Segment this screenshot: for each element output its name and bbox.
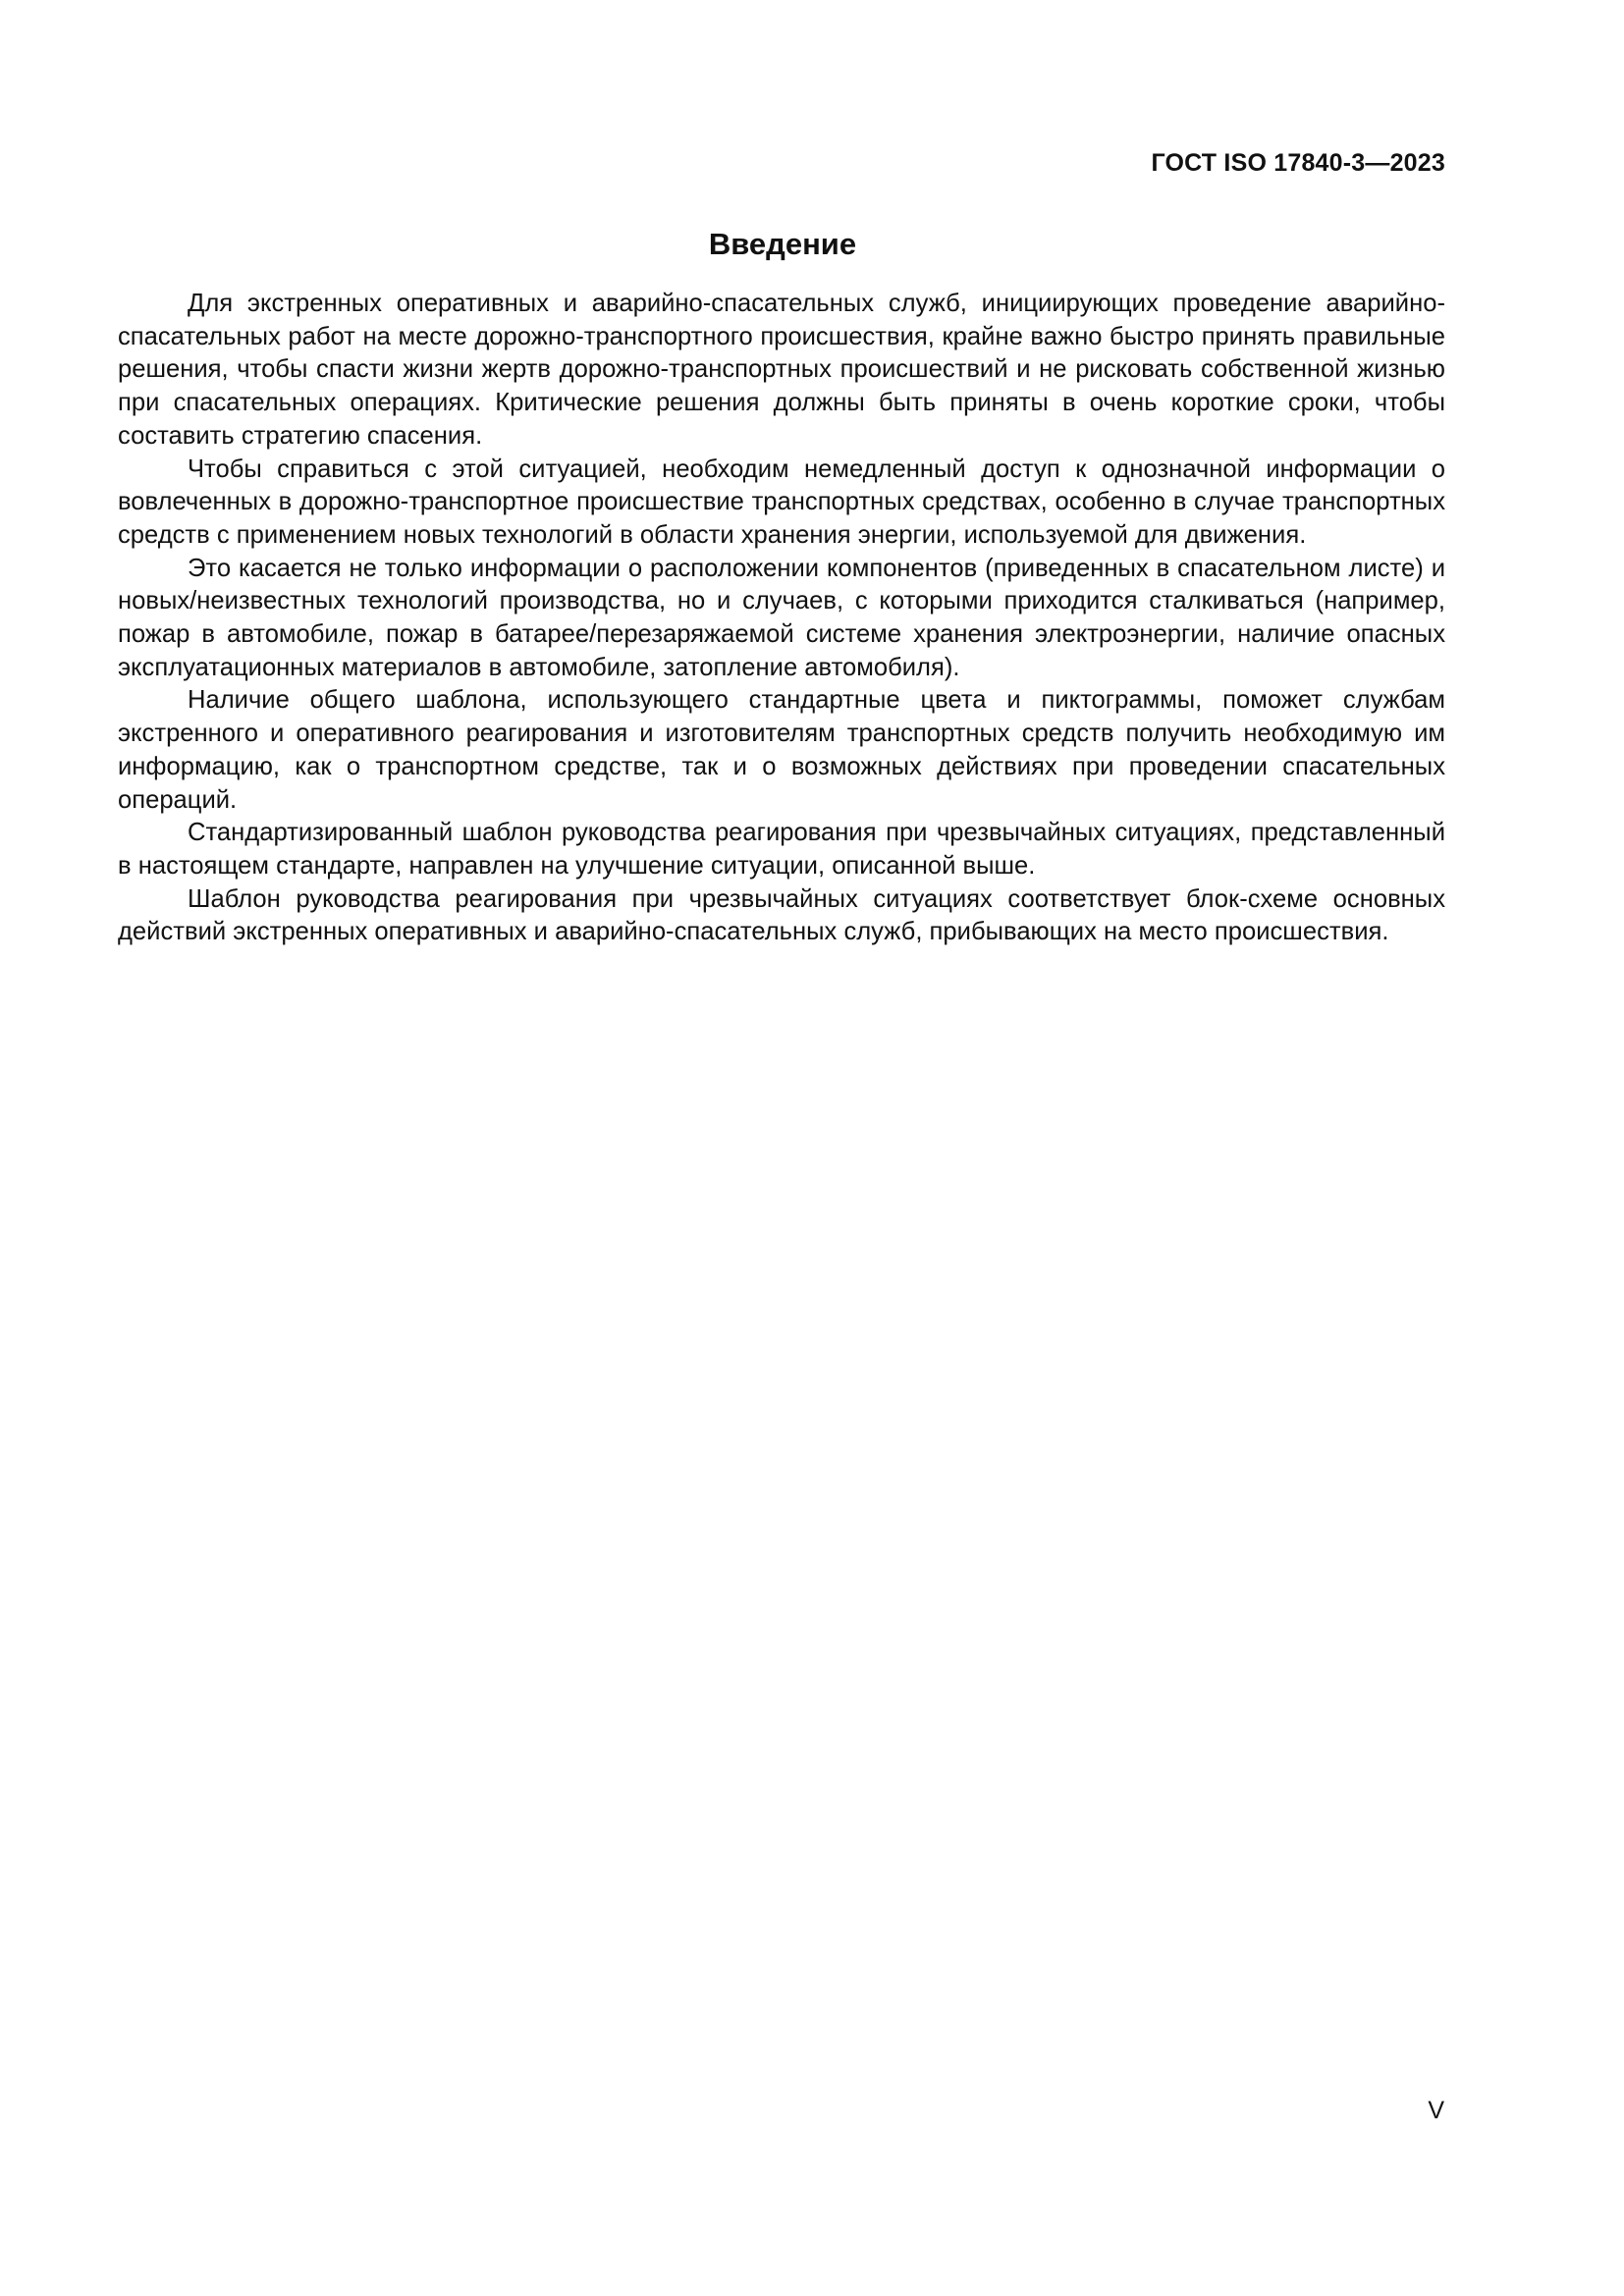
document-code: ГОСТ ISO 17840-3—2023 xyxy=(1151,149,1445,177)
paragraph: Это касается не только информации о расположении компонентов (приведенных в спасательном листе) и новых/неизвестных технологий производства, но и случаев, с которыми приходится сталкиваться (например, пожар в автомобиле, пожар в батарее/перезаряжаемой системе хранения электроэнергии, наличие опасных эксплуатационных материалов в автомобиле, затопление автомобиля). xyxy=(118,554,1445,681)
section-title: Введение xyxy=(708,227,857,261)
body-text xyxy=(118,288,1445,949)
paragraph: Стандартизированный шаблон руководства реагирования при чрезвычайных ситуациях, представленный в настоящем стандарте, направлен на улучшение ситуации, описанной выше. xyxy=(118,819,1445,880)
paragraph: Шаблон руководства реагирования при чрезвычайных ситуациях соответствует блок-схеме основных действий экстренных оперативных и аварийно-спасательных служб, прибывающих на место происшествия. xyxy=(118,884,1445,946)
paragraph: Наличие общего шаблона, использующего стандартные цвета и пиктограммы, поможет службам экстренного и оперативного реагирования и изготовителям транспортных средств получить необходимую им информацию, как о транспортном средстве, так и о возможных действиях при проведении спасательных операций. xyxy=(118,686,1445,814)
page-number: V xyxy=(1428,2097,1444,2124)
paragraph: Для экстренных оперативных и аварийно-спасательных служб, инициирующих проведение аварийно-спасательных работ на месте дорожно-транспортного происшествия, крайне важно быстро принять правильные решения, чтобы спасти жизни жертв дорожно-транспортных происшествий и не рисковать собственной жизнью при спасательных операциях. Критические решения должны быть приняты в очень короткие сроки, чтобы составить стратегию спасения. xyxy=(118,290,1445,450)
paragraph: Чтобы справиться с этой ситуацией, необходим немедленный доступ к однозначной информации о вовлеченных в дорожно-транспортное происшествие транспортных средствах, особенно в случае транспортных средств с применением новых технологий в области хранения энергии, используемой для движения. xyxy=(118,454,1445,549)
